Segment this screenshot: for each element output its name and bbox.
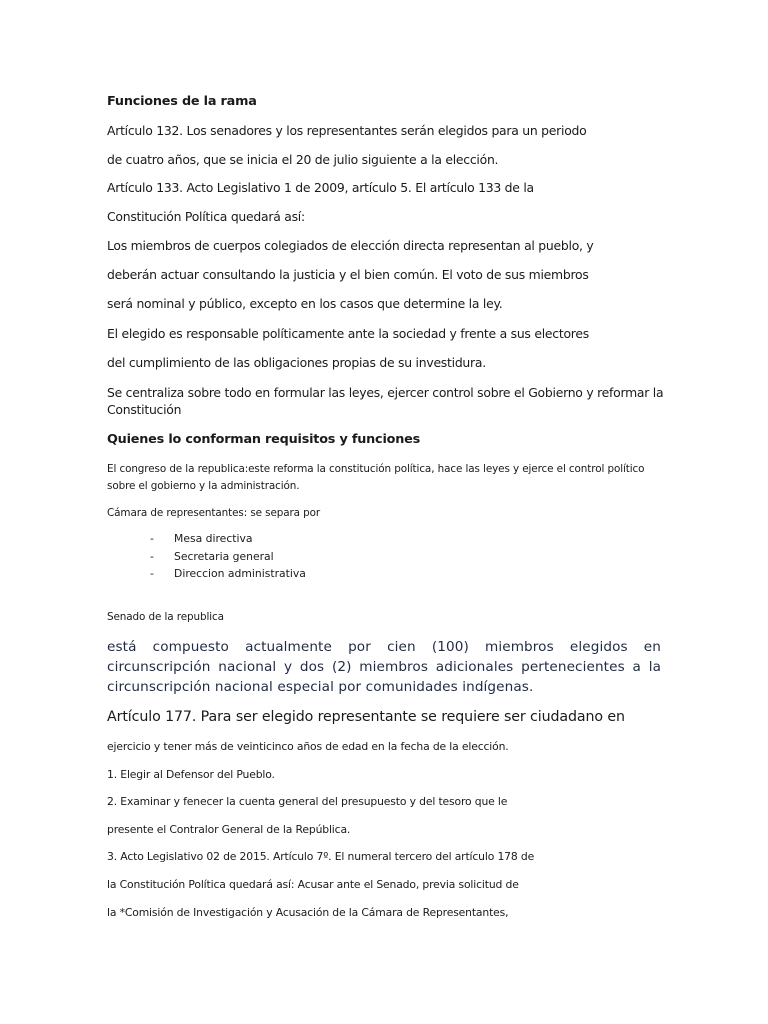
elected-line-2: del cumplimiento de las obligaciones propias de su investidura. [107,355,486,370]
function-2-line-1: 2. Examinar y fenecer la cuenta general del presupuesto y del tesoro que le [107,795,508,808]
members-line-2: deberán actuar consultando la justicia y el bien común. El voto de sus miembros [107,267,589,282]
article-177-line: Artículo 177. Para ser elegido representante se requiere ser ciudadano en [107,709,625,725]
centraliza-paragraph: Se centraliza sobre todo en formular las leyes, ejercer control sobre el Gobierno y reformar la Constitución [107,385,664,417]
function-2-line-2: presente el Contralor General de la República. [107,823,351,836]
article-132-line-2: de cuatro años, que se inicia el 20 de julio siguiente a la elección. [107,152,499,167]
heading-funciones: Funciones de la rama [107,94,257,109]
camara-list [150,530,306,583]
senado-composition-paragraph: está compuesto actualmente por cien (100) miembros elegidos en circunscripción nacional y dos (2) miembros adicionales pertenecientes a la circunscripción nacional especial por comunidades indígenas. [107,639,661,695]
list-item-label: Secretaria general [174,549,274,563]
list-item [150,548,306,566]
list-item-label: Direccion administrativa [174,567,306,580]
camara-paragraph: Cámara de representantes: se separa por [107,507,321,519]
article-133-line-1: Artículo 133. Acto Legislativo 1 de 2009, artículo 5. El artículo 133 de la [107,180,534,195]
function-3-line-2: la Constitución Política quedará así: Acusar ante el Senado, previa solicitud de [107,878,519,891]
elected-line-1: El elegido es responsable políticamente ante la sociedad y frente a sus electores [107,326,589,341]
heading-quienes: Quienes lo conforman requisitos y funciones [107,432,421,447]
list-item [150,530,306,548]
members-line-1: Los miembros de cuerpos colegiados de elección directa representan al pueblo, y [107,238,594,253]
article-133-line-2: Constitución Política quedará así: [107,209,305,224]
function-3-line-1: 3. Acto Legislativo 02 de 2015. Artículo 7º. El numeral tercero del artículo 178 de [107,850,535,863]
dash-bullet: - [150,549,154,563]
list-item [150,565,306,583]
senado-heading: Senado de la republica [107,611,224,623]
article-132-line-1: Artículo 132. Los senadores y los representantes serán elegidos para un periodo [107,123,587,138]
function-1: 1. Elegir al Defensor del Pueblo. [107,768,275,781]
dash-bullet: - [150,532,154,545]
list-item-label: Mesa directiva [174,532,253,545]
congreso-paragraph: El congreso de la republica:este reforma la constitución política, hace las leyes y ejerce el control político sobre el gobierno y la administración. [107,463,645,492]
dash-bullet: - [150,567,154,580]
function-3-line-3: la *Comisión de Investigación y Acusación de la Cámara de Representantes, [107,906,509,919]
article-177-continuation: ejercicio y tener más de veinticinco años de edad en la fecha de la elección. [107,740,509,753]
members-line-3: será nominal y público, excepto en los casos que determine la ley. [107,296,503,311]
